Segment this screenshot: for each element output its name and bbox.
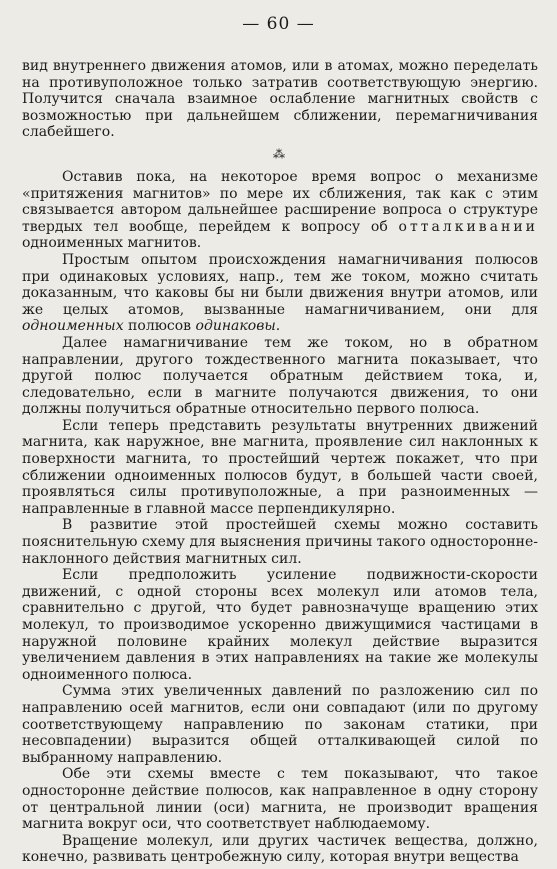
paragraph-6: В развитие этой простейшей схемы можно составить пояснительную схему для выяснения причины такого одностороннe-наклонного действия магнитных сил.	[22, 517, 539, 567]
page-number: — 60 —	[242, 14, 315, 34]
paragraph-1: вид внутреннего движения атомов, или в атомах, можно переделать на противуположное только затратив соответствующую энергию. Получится сначала взаимное ослабление магнитных свойств с возможностью при дальнейшем сближении, перемагничивания слабейшего.	[22, 58, 538, 141]
paragraph-4: Далее намагничивание тем же током, но в обратном направлении, другого тождественного магнита показывает, что другой полюс получается обратным действием тока, и, следовательно, если в магните получаются движения, то они должны получиться обратные относительно первого полюса.	[22, 334, 538, 418]
section-separator: ⁂	[273, 146, 287, 161]
paragraph-3-text-mid: полюсов	[123, 318, 196, 335]
body-text	[22, 58, 538, 866]
paragraph-7: Если предположить усиление подвижности-скорости движений, с одной стороны всех молекул или атомов тела, сравнительно с другой, что будет равнозначуще вращению этих молекул, то производимое ускоренно движущимися частицами в наружной половине крайних молекул действие выразится увеличением давления в этих направлениях на такие же молекулы одноименного полюса.	[22, 567, 538, 683]
paragraph-3-text-a: Простым опытом происхождения намагничивания полюсов при одинаковых условиях, напр., тем же током, можно считать доказанным, что каковы бы ни были движения внутри атомов, или же целых атомов, вызванные намагничиванием, они для	[22, 251, 538, 318]
paragraph-3-emphasis-1: одноименных	[22, 318, 124, 335]
paragraph-3	[22, 252, 538, 335]
paragraph-5: Если теперь представить результаты внутренних движений магнита, как наружное, вне магнита, проявление сил наклонных к поверхности магнита, то простейший чертеж покажет, что при сближении одноименных полюсов будут, в большей части своей, проявляться силы противуположные, а при разноименных — направленные в главной массе перпендикулярно.	[22, 417, 538, 517]
paragraph-2	[22, 169, 538, 252]
paragraph-2-text-b: одноименных магнитов.	[22, 235, 202, 252]
paragraph-10: Вращение молекул, или других частичек вещества, должно, конечно, развивать центробежную силу, которая внутри вещества	[22, 832, 538, 866]
paragraph-9: Обе эти схемы вместе с тем показывают, что такое односторонне действие полюсов, как направленное в одну сторону от центральной линии (оси) магнита, не производит вращения магнита вокруг оси, что соответствует наблюдаемому.	[22, 766, 538, 833]
paragraph-3-emphasis-2: одинаковы	[195, 318, 276, 335]
paragraph-2-spaced-word: отталкивании	[398, 218, 538, 235]
paragraph-2-text-a: Оставив пока, на некоторое время вопрос о механизме «притяжения магнитов» по мере их сближения, так как с этим связывается автором дальнейшее расширение вопроса о структуре твердых тел вообще, перейдем к вопросу об	[22, 168, 538, 235]
paragraph-8: Сумма этих увеличенных давлений по разложению сил по направлению осей магнитов, если они совпадают (или по другому соответствующему направлению по законам статики, при несовпадении) выразится общей отталкивающей силой по выбранному направлению.	[22, 683, 538, 766]
paragraph-3-text-end: .	[275, 318, 281, 335]
